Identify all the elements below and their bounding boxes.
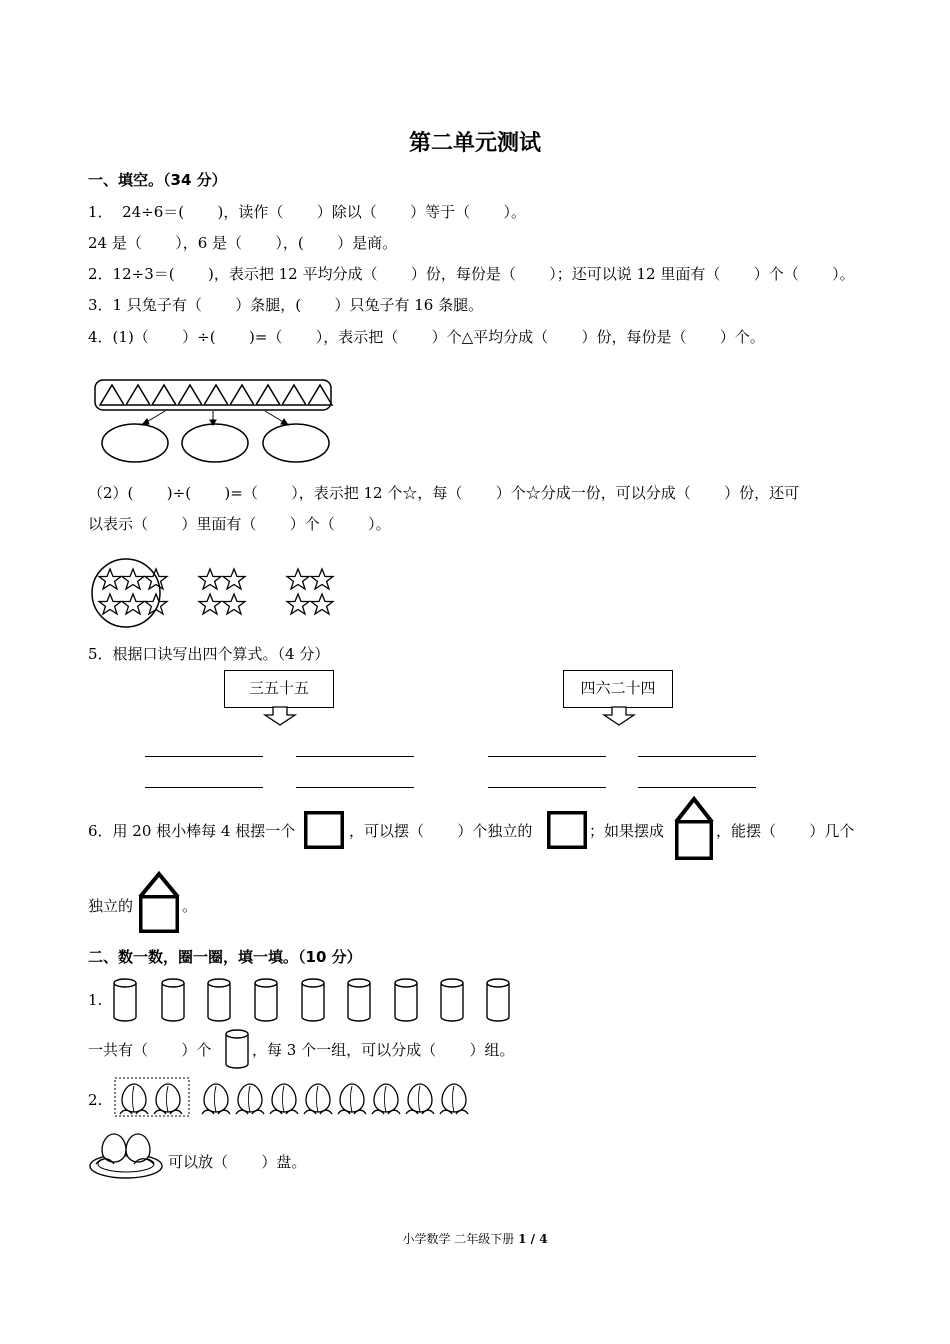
section2-heading: 二、数一数，圈一圈，填一填。（10 分）	[88, 948, 362, 966]
square-icon	[303, 810, 345, 850]
s2-q2-text: 可以放（ ）盘。	[168, 1153, 307, 1171]
s2-q1-text-a: 一共有（ ）个	[88, 1041, 212, 1059]
down-arrow-icon	[263, 707, 297, 727]
triangle-grouping-diagram	[90, 375, 340, 465]
q5-line: 5．根据口诀写出四个算式。（4 分）	[88, 645, 330, 663]
rhyme-box-1: 三五十五	[224, 670, 334, 708]
house-icon	[672, 796, 716, 862]
page-title: 第二单元测试	[408, 131, 541, 156]
answer-blank[interactable]	[488, 756, 606, 757]
peaches-row	[114, 1077, 474, 1119]
square-icon	[546, 810, 588, 850]
q1-line2: 24 是（ ），6 是（ ），( ）是商。	[88, 234, 398, 252]
q4-2-line1: （2）( )÷( )=（ ），表示把 12 个☆，每（ ）个☆分成一份，可以分成（ ）份，还可	[88, 484, 800, 502]
answer-blank[interactable]	[296, 756, 414, 757]
q2-line: 2．12÷3＝( )，表示把 12 平均分成（ ）份，每份是（ ）；还可以说 12 里面有（ ）个（ ）。	[88, 265, 855, 283]
cylinders-row	[110, 976, 520, 1024]
answer-blank[interactable]	[638, 756, 756, 757]
q4-2-line2: 以表示（ ）里面有（ ）个（ ）。	[88, 515, 391, 533]
q6-text-b: ，可以摆（ ）个独立的	[349, 822, 533, 840]
q6-text-e: 独立的	[88, 897, 134, 915]
peach-icon	[120, 1084, 468, 1114]
q1-line1: 1． 24÷6＝( )，读作（ ）除以（ ）等于（ ）。	[88, 203, 526, 221]
s2-q1-text-b: ，每 3 个一组，可以分成（ ）组。	[252, 1041, 515, 1059]
cylinder-icon	[224, 1028, 250, 1072]
section1-heading: 一、填空。（34 分）	[88, 171, 227, 189]
answer-blank[interactable]	[145, 756, 263, 757]
house-icon	[136, 871, 182, 935]
triangle-icon	[100, 385, 332, 405]
rhyme-box-2: 四六二十四	[563, 670, 673, 708]
q6-text-c: ；如果摆成	[589, 822, 665, 840]
answer-blank[interactable]	[145, 787, 263, 788]
page-number: 1 / 4	[518, 1232, 548, 1246]
star-grouping-diagram	[90, 558, 350, 628]
answer-blank[interactable]	[638, 787, 756, 788]
q6-text-a: 6．用 20 根小棒每 4 根摆一个	[88, 822, 296, 840]
s2-q1-label: 1.	[88, 991, 103, 1009]
answer-blank[interactable]	[488, 787, 606, 788]
answer-blank[interactable]	[296, 787, 414, 788]
cylinder-icon	[114, 979, 509, 1021]
q3-line: 3．1 只兔子有（ ）条腿，( ）只兔子有 16 条腿。	[88, 296, 484, 314]
down-arrow-icon	[602, 707, 636, 727]
s2-q2-label: 2.	[88, 1091, 103, 1109]
footer-subject: 小学数学 二年级下册	[402, 1232, 515, 1246]
page-footer	[0, 1230, 950, 1247]
q6-text-f: 。	[182, 897, 198, 915]
q4-1-line: 4．(1)（ ）÷( )=（ ），表示把（ ）个△平均分成（ ）份，每份是（ ）个。	[88, 328, 765, 346]
plate-icon	[88, 1128, 168, 1182]
q6-text-d: ，能摆（ ）几个	[716, 822, 855, 840]
